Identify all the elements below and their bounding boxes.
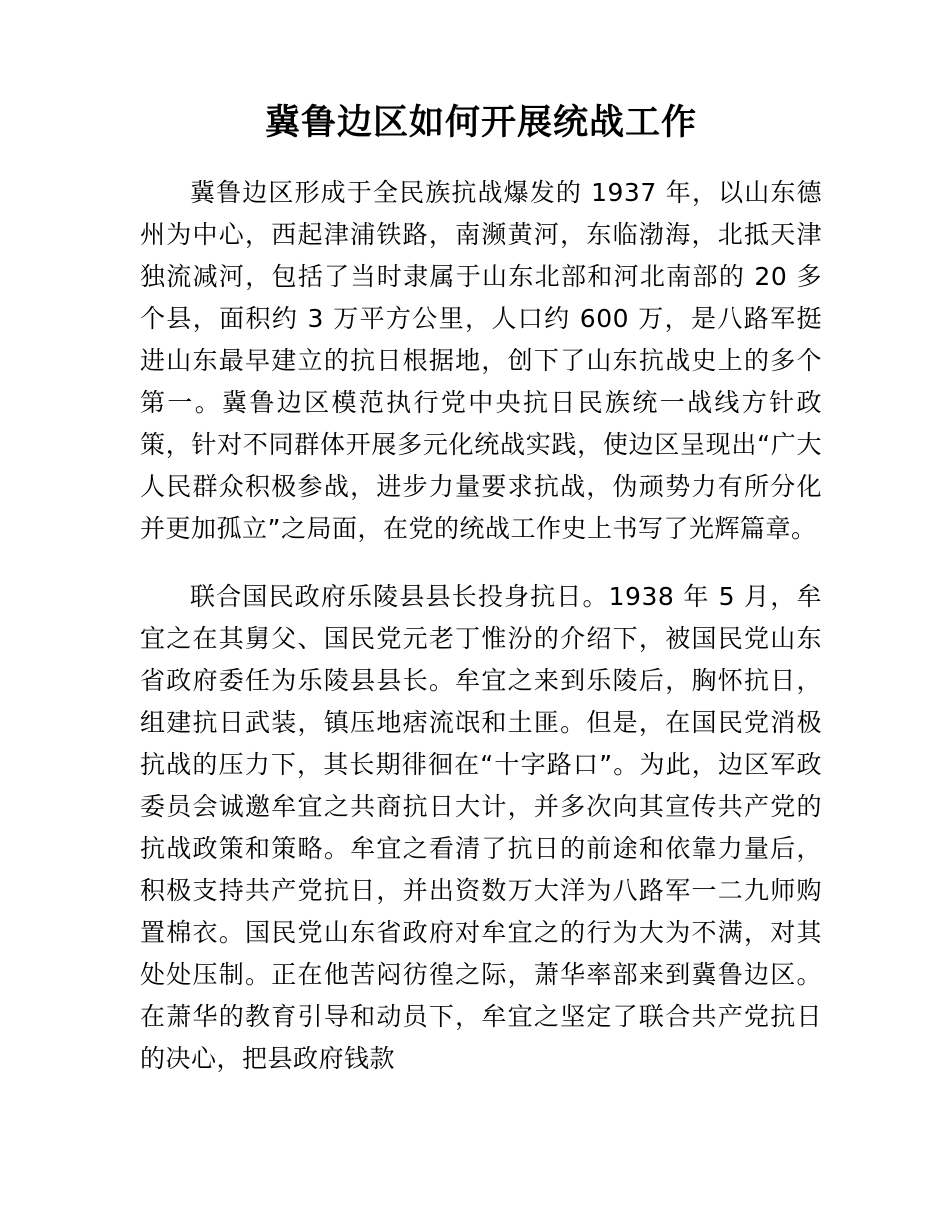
paragraph-intro: 冀鲁边区形成于全民族抗战爆发的 1937 年，以山东德州为中心，西起津浦铁路，南濒黄河，东临渤海，北抵天津独流减河，包括了当时隶属于山东北部和河北南部的 20 多个县，面积约 3 万平方公里，人口约 600 万，是八路军挺进山东最早建立的抗日根据地，创下了山东抗战史上的多个第一。冀鲁边区模范执行党中央抗日民族统一战线方针政策，针对不同群体开展多元化统战实践，使边区呈现出“广大人民群众积极参战，进步力量要求抗战，伪顽势力有所分化并更加孤立”之局面，在党的统战工作史上书写了光辉篇章。 [140, 178, 822, 543]
document-title: 冀鲁边区如何开展统战工作 [264, 103, 697, 143]
paragraph-body: 联合国民政府乐陵县县长投身抗日。1938 年 5 月，牟宜之在其舅父、国民党元老丁惟汾的介绍下，被国民党山东省政府委任为乐陵县县长。牟宜之来到乐陵后，胸怀抗日，组建抗日武装，镇压地痞流氓和土匪。但是，在国民党消极抗战的压力下，其长期徘徊在“十字路口”。为此，边区军政委员会诚邀牟宜之共商抗日大计，并多次向其宣传共产党的抗战政策和策略。牟宜之看清了抗日的前途和依靠力量后，积极支持共产党抗日，并出资数万大洋为八路军一二九师购置棉衣。国民党山东省政府对牟宜之的行为大为不满，对其处处压制。正在他苦闷彷徨之际，萧华率部来到冀鲁边区。在萧华的教育引导和动员下，牟宜之坚定了联合共产党抗日的决心，把县政府钱款 [140, 582, 822, 1073]
